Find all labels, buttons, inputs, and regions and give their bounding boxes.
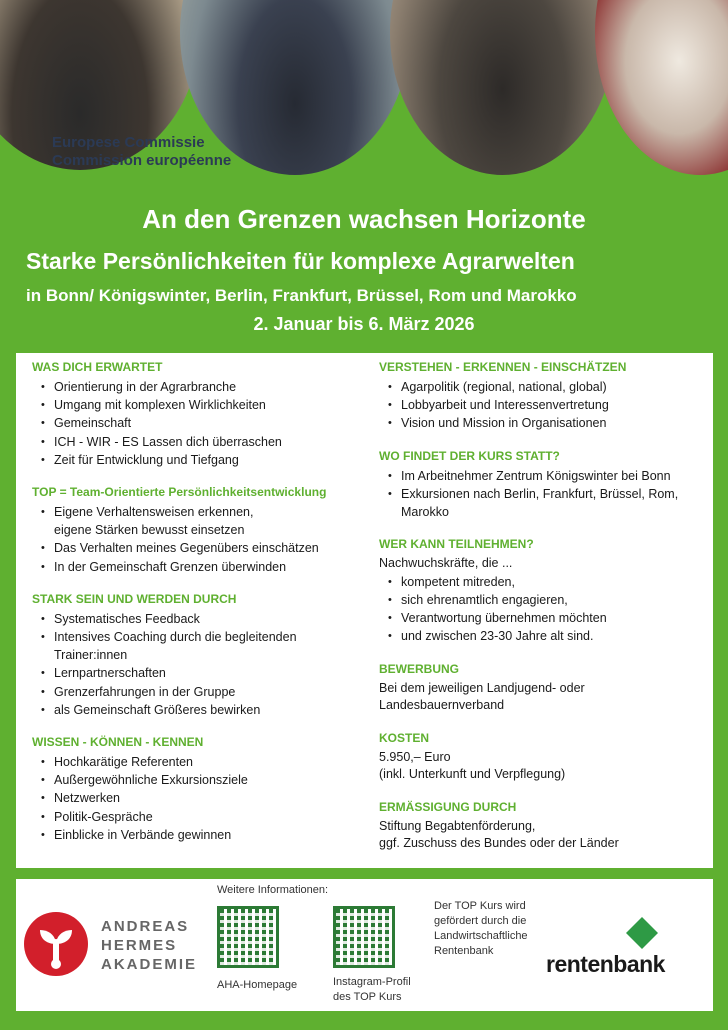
list-item-continuation: Marokko bbox=[401, 505, 449, 520]
list-item: • Zeit für Entwicklung und Tiefgang bbox=[32, 451, 362, 469]
list-item: • Umgang mit komplexen Wirklichkeiten bbox=[32, 396, 362, 414]
content-box bbox=[16, 353, 713, 868]
section-title: TOP = Team-Orientierte Persönlichkeitsentwicklung bbox=[32, 485, 327, 500]
qr-code-instagram[interactable] bbox=[333, 906, 395, 968]
more-info-label: Weitere Informationen: bbox=[217, 884, 329, 896]
photo-header bbox=[0, 0, 728, 185]
list-item: • Hochkarätige Referenten bbox=[32, 753, 362, 771]
section-application bbox=[379, 661, 704, 715]
section-title: WO FINDET DER KURS STATT? bbox=[379, 448, 560, 463]
section-strong bbox=[32, 591, 362, 719]
left-column bbox=[32, 359, 362, 859]
list-item-text: Eigene Verhaltensweisen erkennen, bbox=[54, 505, 254, 520]
photo-discussion bbox=[390, 0, 615, 175]
section-title: STARK SEIN UND WERDEN DURCH bbox=[32, 591, 237, 606]
list-item: • ICH - WIR - ES Lassen dich überraschen bbox=[32, 433, 362, 451]
section-participants bbox=[379, 536, 704, 645]
list-item: • Grenzerfahrungen in der Gruppe bbox=[32, 683, 362, 701]
section-title: KOSTEN bbox=[379, 730, 430, 745]
rentenbank-logo-icon bbox=[626, 917, 658, 949]
footer-box bbox=[16, 879, 713, 1011]
list-item: • Außergewöhnliche Exkursionsziele bbox=[32, 771, 362, 789]
costs-note: (inkl. Unterkunft und Verpflegung) bbox=[379, 767, 566, 782]
list-item: • Systematisches Feedback bbox=[32, 610, 362, 628]
list-item-continuation: eigene Stärken bewusst einsetzen bbox=[54, 523, 245, 538]
section-expectations bbox=[32, 359, 362, 469]
sign-line-1: Europese Commissie bbox=[52, 134, 205, 151]
funding-line-3: Landwirtschaftliche bbox=[434, 930, 528, 942]
aha-logo-icon bbox=[24, 912, 88, 976]
list-item: • als Gemeinschaft Größeres bewirken bbox=[32, 701, 362, 719]
funding-line-1: Der TOP Kurs wird bbox=[434, 900, 526, 912]
section-costs bbox=[379, 730, 704, 784]
list-item: • und zwischen 23-30 Jahre alt sind. bbox=[379, 627, 704, 645]
subtitle: Starke Persönlichkeiten für komplexe Agrarwelten bbox=[26, 248, 575, 274]
section-location bbox=[379, 448, 704, 522]
list-item: • Das Verhalten meines Gegenübers einschätzen bbox=[32, 539, 362, 557]
list-item bbox=[32, 628, 362, 664]
list-item: • sich ehrenamtlich engagieren, bbox=[379, 591, 704, 609]
dates: 2. Januar bis 6. März 2026 bbox=[253, 314, 475, 334]
list-item: • Agarpolitik (regional, national, global) bbox=[379, 378, 704, 396]
section-title: WER KANN TEILNEHMEN? bbox=[379, 537, 534, 552]
rentenbank-logo-text: rentenbank bbox=[546, 951, 665, 977]
section-title: ERMÄSSIGUNG DURCH bbox=[379, 799, 517, 814]
section-title: WISSEN - KÖNNEN - KENNEN bbox=[32, 735, 204, 750]
sign-line-2: Commission européenne bbox=[52, 152, 232, 169]
aha-logo-text bbox=[101, 917, 197, 974]
qr-code-homepage[interactable] bbox=[217, 906, 279, 968]
locations: in Bonn/ Königswinter, Berlin, Frankfurt, Brüssel, Rom und Marokko bbox=[26, 286, 577, 305]
application-line-1: Bei dem jeweiligen Landjugend- oder bbox=[379, 680, 585, 695]
list-item: • In der Gemeinschaft Grenzen überwinden bbox=[32, 558, 362, 576]
discount-line-1: Stiftung Begabtenförderung, bbox=[379, 818, 536, 833]
list-item: • Lobbyarbeit und Interessenvertretung bbox=[379, 396, 704, 414]
logo-line-1: ANDREAS bbox=[101, 918, 190, 935]
section-title: BEWERBUNG bbox=[379, 661, 459, 676]
costs-price: 5.950,– Euro bbox=[379, 749, 451, 764]
list-item: • Einblicke in Verbände gewinnen bbox=[32, 826, 362, 844]
qr-caption-instagram bbox=[333, 975, 433, 1005]
list-item: • Gemeinschaft bbox=[32, 414, 362, 432]
list-item: • Vision und Mission in Organisationen bbox=[379, 414, 704, 432]
logo-line-3: AKADEMIE bbox=[101, 956, 198, 973]
commission-sign bbox=[52, 134, 231, 170]
funding-note bbox=[434, 899, 559, 959]
section-top bbox=[32, 484, 362, 576]
qr-caption-instagram-line-2: des TOP Kurs bbox=[333, 991, 402, 1003]
list-item bbox=[379, 485, 704, 521]
section-discount bbox=[379, 799, 704, 853]
funding-line-2: gefördert durch die bbox=[434, 915, 527, 927]
list-item: • Orientierung in der Agrarbranche bbox=[32, 378, 362, 396]
list-item-text: Exkursionen nach Berlin, Frankfurt, Brüssel, Rom, bbox=[401, 486, 679, 501]
list-item: • Netzwerken bbox=[32, 789, 362, 807]
qr-caption-homepage: AHA-Homepage bbox=[217, 979, 298, 991]
list-item: • Im Arbeitnehmer Zentrum Königswinter bei Bonn bbox=[379, 467, 704, 485]
main-title: An den Grenzen wachsen Horizonte bbox=[142, 204, 586, 234]
list-item-continuation: Trainer:innen bbox=[54, 648, 128, 663]
application-line-2: Landesbauernverband bbox=[379, 698, 505, 713]
logo-line-2: HERMES bbox=[101, 937, 178, 954]
section-understand bbox=[379, 359, 704, 433]
right-column bbox=[379, 359, 704, 868]
list-item bbox=[32, 503, 362, 539]
list-item: • Politik-Gespräche bbox=[32, 808, 362, 826]
list-item: • Lernpartnerschaften bbox=[32, 664, 362, 682]
photo-writing bbox=[595, 0, 728, 175]
list-item: • Verantwortung übernehmen möchten bbox=[379, 609, 704, 627]
list-item-text: Intensives Coaching durch die begleitenden bbox=[54, 630, 297, 645]
participants-intro: Nachwuchskräfte, die ... bbox=[379, 556, 513, 571]
section-title: WAS DICH ERWARTET bbox=[32, 360, 163, 374]
qr-caption-instagram-line-1: Instagram-Profil bbox=[333, 976, 411, 988]
section-knowledge bbox=[32, 734, 362, 844]
section-title: VERSTEHEN - ERKENNEN - EINSCHÄTZEN bbox=[379, 360, 627, 374]
funding-line-4: Rentenbank bbox=[434, 945, 494, 957]
list-item: • kompetent mitreden, bbox=[379, 573, 704, 591]
discount-line-2: ggf. Zuschuss des Bundes oder der Länder bbox=[379, 836, 619, 851]
